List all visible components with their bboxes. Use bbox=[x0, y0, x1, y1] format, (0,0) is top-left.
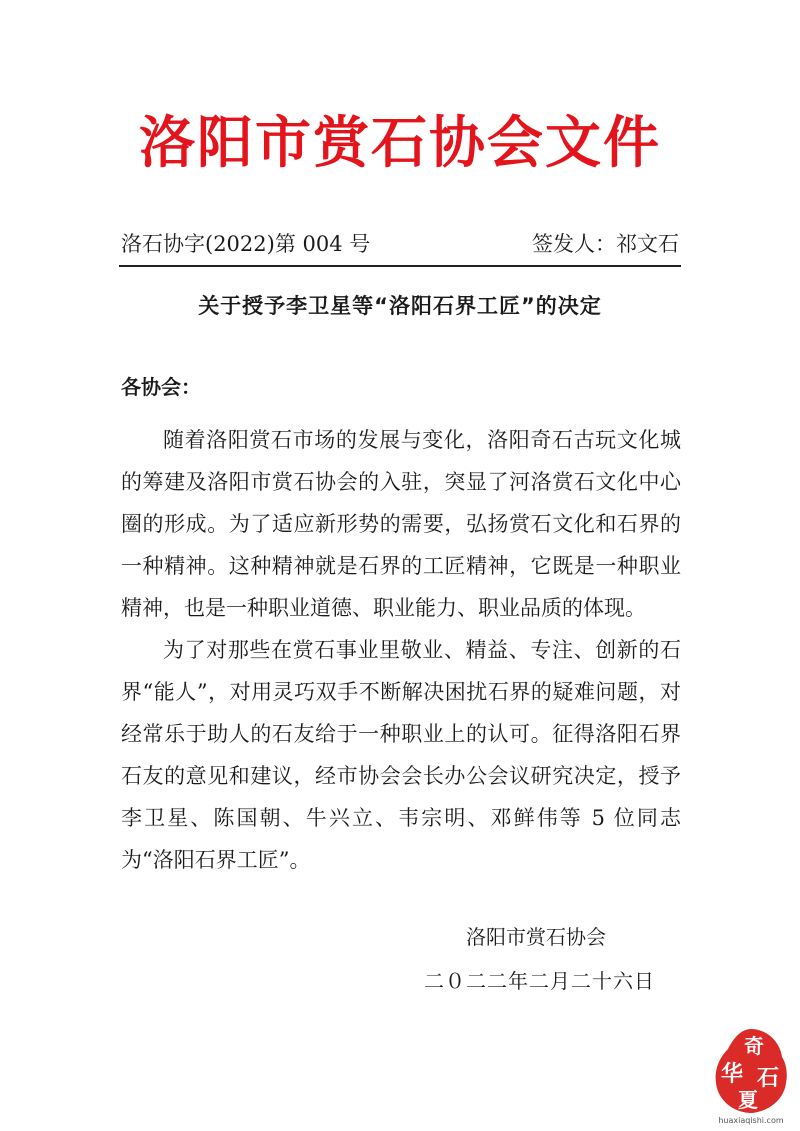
watermark-logo-icon bbox=[708, 1023, 794, 1127]
watermark-url: huaxiaqishi.com bbox=[718, 1116, 784, 1125]
decision-title: 关于授予李卫星等“洛阳石界工匠”的决定 bbox=[198, 294, 602, 318]
body-text bbox=[121, 419, 681, 881]
document-number: 洛石协字(2022)第 004 号 bbox=[121, 232, 371, 256]
document-header-title: 洛阳市赏石协会文件 bbox=[139, 110, 661, 176]
issuer-label: 签发人：祁文石 bbox=[532, 232, 679, 256]
watermark-char: 华 bbox=[720, 1061, 744, 1087]
signature-organization: 洛阳市赏石协会 bbox=[466, 925, 606, 949]
header-divider bbox=[119, 265, 681, 267]
watermark-char: 奇 bbox=[744, 1034, 764, 1058]
site-watermark-logo bbox=[708, 1023, 794, 1127]
watermark-char: 石 bbox=[756, 1065, 780, 1091]
salutation: 各协会： bbox=[121, 375, 201, 399]
body-paragraph: 随着洛阳赏石市场的发展与变化，洛阳奇石古玩文化城的筹建及洛阳市赏石协会的入驻，突显了河洛赏石文化中心圈的形成。为了适应新形势的需要，弘扬赏石文化和石界的一种精神。这种精神就是石界的工匠精神，它既是一种职业精神，也是一种职业道德、职业能力、职业品质的体现。 bbox=[121, 428, 681, 620]
body-paragraph: 为了对那些在赏石事业里敬业、精益、专注、创新的石界“能人”，对用灵巧双手不断解决困扰石界的疑难问题，对经常乐于助人的石友给于一种职业上的认可。征得洛阳石界石友的意见和建议，经市协会会长办公会议研究决定，授予李卫星、陈国朝、牛兴立、韦宗明、邓鲜伟等 5 位同志为“洛阳石界工匠”。 bbox=[121, 638, 681, 872]
watermark-char: 夏 bbox=[738, 1088, 758, 1112]
signature-date: 二０二二年二月二十六日 bbox=[424, 969, 655, 993]
